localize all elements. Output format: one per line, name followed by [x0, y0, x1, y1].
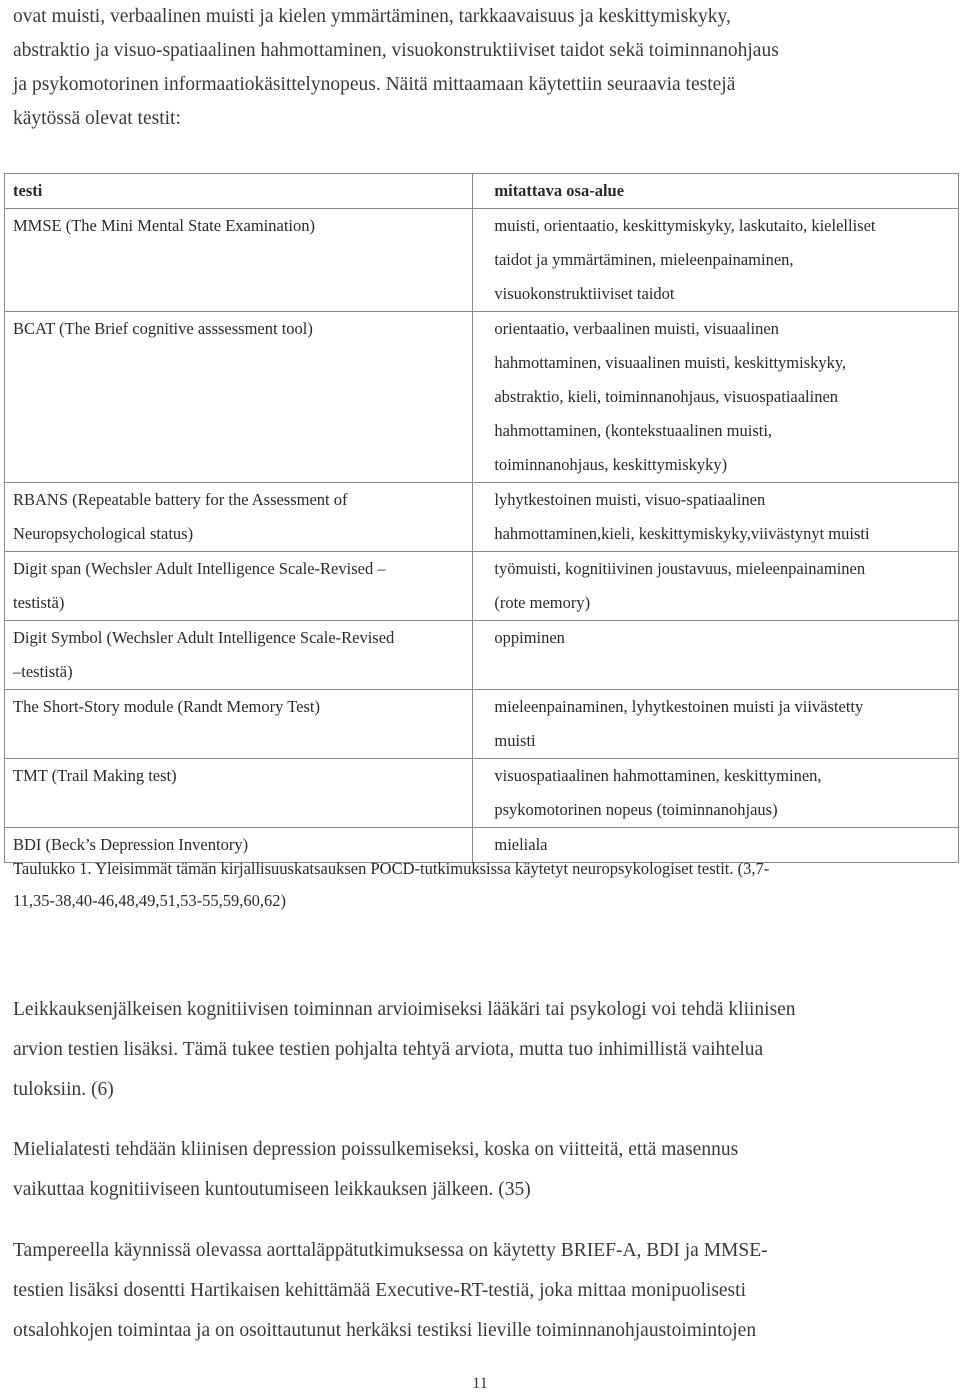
test-cell	[5, 312, 473, 483]
test-name: testistä)	[13, 593, 65, 612]
intro-line: ovat muisti, verbaalinen muisti ja kielen ymmärtäminen, tarkkaavaisuus ja keskittymiskyky,	[13, 6, 731, 27]
area-line: taidot ja ymmärtäminen, mieleenpainaminen,	[494, 250, 794, 269]
area-line: oppiminen	[494, 628, 565, 647]
header-area: mitattava osa-alue	[473, 174, 959, 209]
caption-line: Taulukko 1. Yleisimmät tämän kirjallisuuskatsauksen POCD-tutkimuksissa käytetyt neuropsykologiset testit. (3,7-	[13, 859, 770, 878]
table-row	[5, 759, 959, 828]
table-row	[5, 483, 959, 552]
test-name: RBANS (Repeatable battery for the Assessment of	[13, 490, 348, 509]
intro-line: käytössä olevat testit:	[13, 108, 181, 129]
test-cell	[5, 690, 473, 759]
test-cell	[5, 759, 473, 828]
paragraph-line: otsalohkojen toimintaa ja on osoittautunut herkäksi testiksi lieville toiminnanohjaustoimintojen	[13, 1320, 757, 1341]
paragraph-line: Tampereella käynnissä olevassa aorttaläppätutkimuksessa on käytetty BRIEF-A, BDI ja MMSE-	[13, 1240, 768, 1261]
table-row	[5, 621, 959, 690]
area-line: muisti, orientaatio, keskittymiskyky, laskutaito, kielelliset	[494, 216, 876, 235]
intro-line: abstraktio ja visuo-spatiaalinen hahmottaminen, visuokonstruktiiviset taidot sekä toiminnanohjaus	[13, 40, 779, 61]
paragraph-line: vaikuttaa kognitiiviseen kuntoutumiseen leikkauksen jälkeen. (35)	[13, 1179, 531, 1200]
area-line: lyhytkestoinen muisti, visuo-spatiaalinen	[494, 490, 766, 509]
paragraph-line: arvion testien lisäksi. Tämä tukee testien pohjalta tehtyä arviota, mutta tuo inhimillistä vaihtelua	[13, 1039, 764, 1060]
area-line: mieleenpainaminen, lyhytkestoinen muisti ja viivästetty	[494, 697, 864, 716]
area-line: muisti	[494, 731, 536, 750]
test-name: The Short-Story module (Randt Memory Test)	[13, 697, 320, 716]
paragraph-tampere-study	[13, 1231, 948, 1351]
area-cell	[473, 209, 959, 312]
area-line: hahmottaminen, visuaalinen muisti, keskittymiskyky,	[494, 353, 847, 372]
area-line: (rote memory)	[494, 593, 591, 612]
area-line: hahmottaminen,kieli, keskittymiskyky,viivästynyt muisti	[494, 524, 870, 543]
test-name: Digit Symbol (Wechsler Adult Intelligence Scale-Revised	[13, 628, 395, 647]
test-name: Digit span (Wechsler Adult Intelligence Scale-Revised –	[13, 559, 386, 578]
area-line: mieliala	[494, 835, 548, 854]
test-cell	[5, 209, 473, 312]
paragraph-clinical-assessment	[13, 990, 948, 1110]
paragraph-line: testien lisäksi dosentti Hartikaisen kehittämää Executive-RT-testiä, joka mittaa monipuolisesti	[13, 1280, 746, 1301]
intro-line: ja psykomotorinen informaatiokäsittelynopeus. Näitä mittaamaan käytettiin seuraavia testejä	[13, 74, 736, 95]
page-number: 11	[472, 1375, 488, 1392]
area-line: visuokonstruktiiviset taidot	[494, 284, 675, 303]
test-name: MMSE (The Mini Mental State Examination)	[13, 216, 315, 235]
area-line: abstraktio, kieli, toiminnanohjaus, visuospatiaalinen	[494, 387, 839, 406]
area-cell	[473, 483, 959, 552]
area-cell	[473, 759, 959, 828]
paragraph-line: Leikkauksenjälkeisen kognitiivisen toiminnan arvioimiseksi lääkäri tai psykologi voi tehdä kliinisen	[13, 999, 796, 1020]
table-header-row	[5, 174, 959, 209]
area-line: hahmottaminen, (kontekstuaalinen muisti,	[494, 421, 773, 440]
area-cell	[473, 621, 959, 690]
table-caption	[13, 853, 948, 917]
paragraph-line: Mielialatesti tehdään kliinisen depression poissulkemiseksi, koska on viitteitä, että masennus	[13, 1139, 739, 1160]
paragraph-line: tuloksiin. (6)	[13, 1079, 114, 1100]
caption-line: 11,35-38,40-46,48,49,51,53-55,59,60,62)	[13, 891, 286, 910]
test-cell	[5, 552, 473, 621]
test-name: Neuropsychological status)	[13, 524, 194, 543]
area-line: psykomotorinen nopeus (toiminnanohjaus)	[494, 800, 778, 819]
test-cell	[5, 621, 473, 690]
area-cell	[473, 312, 959, 483]
area-line: visuospatiaalinen hahmottaminen, keskittyminen,	[494, 766, 822, 785]
test-name: TMT (Trail Making test)	[13, 766, 177, 785]
area-cell	[473, 690, 959, 759]
table-row	[5, 209, 959, 312]
tests-table	[4, 173, 959, 863]
test-cell	[5, 483, 473, 552]
area-line: työmuisti, kognitiivinen joustavuus, mieleenpainaminen	[494, 559, 866, 578]
intro-paragraph	[13, 0, 948, 136]
test-name: BDI (Beck’s Depression Inventory)	[13, 835, 249, 854]
area-line: toiminnanohjaus, keskittymiskyky)	[494, 455, 728, 474]
table-row	[5, 552, 959, 621]
test-name: BCAT (The Brief cognitive asssessment tool)	[13, 319, 313, 338]
paragraph-mood-test	[13, 1130, 948, 1210]
test-name: –testistä)	[13, 662, 73, 681]
area-cell	[473, 552, 959, 621]
header-test: testi	[5, 174, 473, 209]
area-line: orientaatio, verbaalinen muisti, visuaalinen	[494, 319, 779, 338]
table-row	[5, 312, 959, 483]
table-row	[5, 690, 959, 759]
